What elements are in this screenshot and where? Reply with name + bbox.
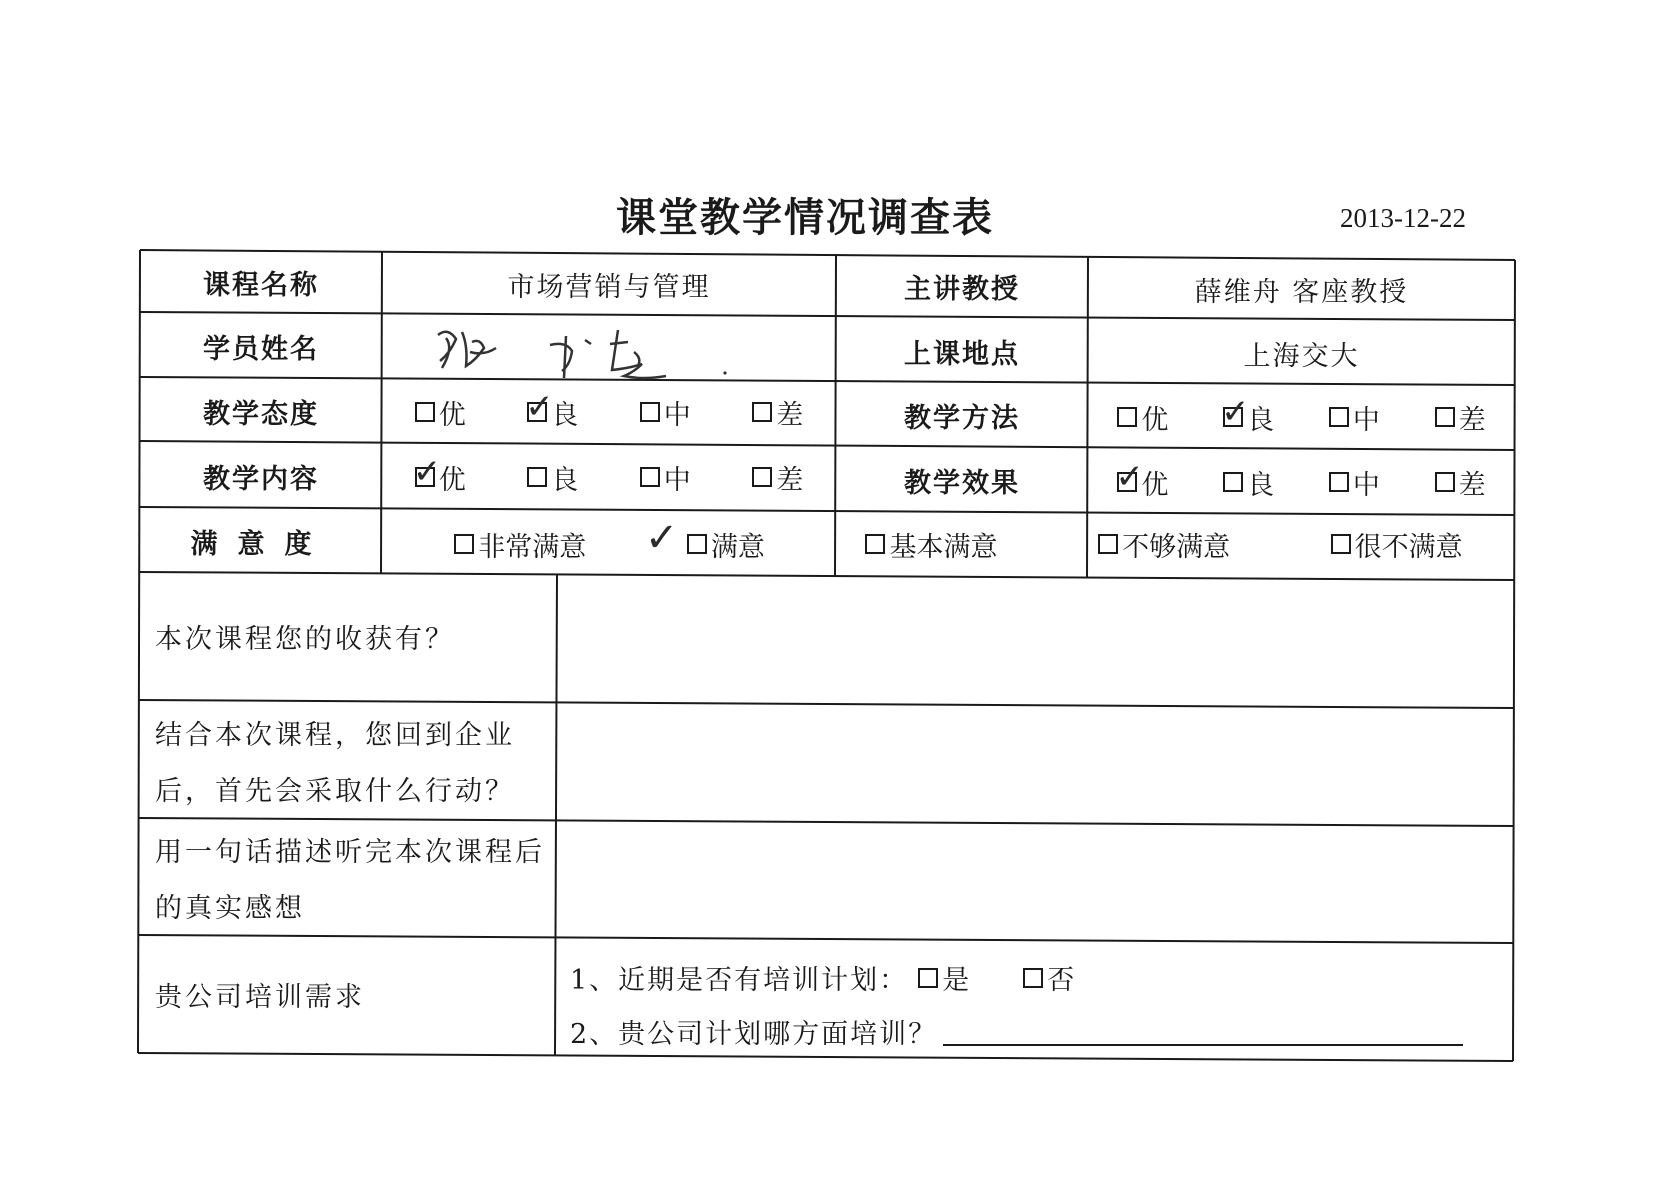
effect-option[interactable] bbox=[1223, 463, 1274, 502]
professor-value: 薛维舟 客座教授 bbox=[1194, 276, 1409, 308]
satisfaction-label: 满意度 bbox=[190, 528, 332, 560]
checkbox-icon[interactable] bbox=[527, 467, 547, 487]
attitude-label: 教学态度 bbox=[203, 398, 319, 430]
attitude-option-label: 优 bbox=[438, 399, 466, 431]
satisfaction-option[interactable] bbox=[1098, 525, 1230, 564]
method-option[interactable] bbox=[1329, 398, 1380, 437]
checkbox-icon[interactable] bbox=[1329, 407, 1349, 427]
training-area-row bbox=[570, 1012, 1463, 1051]
form-title: 课堂教学情况调查表 bbox=[616, 195, 994, 241]
effect-options bbox=[1090, 450, 1513, 514]
checkmark-icon: ✓ bbox=[644, 515, 679, 561]
professor-label: 主讲教授 bbox=[904, 273, 1020, 305]
satisfaction-option-label: 很不满意 bbox=[1354, 531, 1463, 563]
checkbox-icon[interactable] bbox=[1117, 407, 1137, 427]
question-gains: 本次课程您的收获有？ bbox=[155, 624, 455, 655]
location-value: 上海交大 bbox=[1243, 340, 1360, 372]
effect-option[interactable] bbox=[1329, 463, 1380, 502]
method-option-label: 中 bbox=[1352, 404, 1380, 436]
question-feelings: 用一句话描述听完本次课程后的真实感想 bbox=[155, 837, 545, 924]
training-plan-no[interactable] bbox=[1023, 958, 1076, 997]
effect-option-label: 良 bbox=[1247, 469, 1275, 501]
student-name-signature bbox=[384, 316, 834, 378]
effect-label: 教学效果 bbox=[904, 467, 1020, 499]
attitude-option[interactable] bbox=[525, 387, 579, 432]
course-name-value: 市场营销与管理 bbox=[507, 271, 711, 303]
attitude-option-label: 差 bbox=[776, 399, 804, 431]
satisfaction-option[interactable] bbox=[454, 525, 586, 564]
content-options bbox=[384, 445, 834, 509]
checkbox-icon[interactable] bbox=[454, 534, 474, 554]
attitude-option[interactable] bbox=[752, 393, 803, 432]
checkbox-icon[interactable] bbox=[752, 467, 772, 487]
training-plan-yes[interactable] bbox=[918, 958, 971, 997]
checkbox-icon[interactable] bbox=[415, 402, 435, 422]
checkbox-icon[interactable] bbox=[1223, 472, 1243, 492]
attitude-option-label: 中 bbox=[663, 399, 691, 431]
checkbox-icon[interactable] bbox=[865, 534, 885, 554]
attitude-option[interactable] bbox=[415, 393, 466, 432]
content-option[interactable] bbox=[412, 452, 466, 497]
content-option[interactable] bbox=[527, 458, 578, 497]
training-area-input[interactable] bbox=[943, 1018, 1463, 1046]
student-name-label: 学员姓名 bbox=[203, 333, 319, 365]
checkbox-icon[interactable] bbox=[1115, 457, 1144, 497]
effect-option[interactable] bbox=[1435, 463, 1486, 502]
effect-option-label: 差 bbox=[1458, 469, 1486, 501]
attitude-options bbox=[384, 380, 834, 444]
training-plan-row bbox=[570, 958, 1076, 997]
effect-option[interactable] bbox=[1115, 457, 1169, 502]
effect-option-label: 优 bbox=[1141, 469, 1169, 501]
content-option-label: 优 bbox=[438, 464, 466, 496]
checkbox-icon[interactable] bbox=[412, 452, 442, 492]
method-option[interactable] bbox=[1435, 398, 1486, 437]
checkbox-icon[interactable] bbox=[640, 467, 660, 487]
answer-actions[interactable] bbox=[560, 708, 1510, 822]
method-option-label: 良 bbox=[1247, 404, 1275, 436]
method-option[interactable] bbox=[1117, 398, 1168, 437]
method-label: 教学方法 bbox=[904, 402, 1020, 434]
checkmark-icon: ✓ bbox=[1221, 392, 1250, 432]
satisfaction-option-label: 基本满意 bbox=[889, 531, 998, 563]
checkbox-icon[interactable] bbox=[640, 402, 660, 422]
checkbox-icon[interactable] bbox=[1435, 472, 1455, 492]
yes-label: 是 bbox=[942, 965, 972, 996]
attitude-option-label: 良 bbox=[551, 399, 579, 431]
location-label: 上课地点 bbox=[904, 338, 1020, 370]
method-options bbox=[1090, 385, 1513, 449]
satisfaction-option-label: 不够满意 bbox=[1122, 531, 1231, 563]
checkbox-icon[interactable] bbox=[644, 515, 707, 561]
question-actions: 结合本次课程，您回到企业后，首先会采取什么行动？ bbox=[155, 720, 515, 807]
content-option-label: 中 bbox=[663, 464, 691, 496]
method-option[interactable] bbox=[1221, 392, 1275, 437]
no-label: 否 bbox=[1047, 965, 1077, 996]
content-option-label: 良 bbox=[551, 464, 579, 496]
answer-feelings[interactable] bbox=[560, 825, 1510, 939]
satisfaction-option[interactable] bbox=[865, 525, 997, 564]
checkbox-icon[interactable] bbox=[1331, 534, 1351, 554]
training-area-label: 2、贵公司计划哪方面培训？ bbox=[570, 1019, 938, 1050]
training-plan-label: 1、近期是否有培训计划： bbox=[570, 965, 909, 996]
content-option-label: 差 bbox=[776, 464, 804, 496]
checkmark-icon: ✓ bbox=[1115, 457, 1144, 497]
checkmark-icon: ✓ bbox=[525, 387, 554, 427]
answer-gains[interactable] bbox=[560, 580, 1510, 702]
checkbox-icon[interactable] bbox=[1221, 392, 1250, 432]
checkbox-icon[interactable] bbox=[1023, 968, 1043, 988]
satisfaction-option[interactable] bbox=[1331, 525, 1463, 564]
satisfaction-option[interactable] bbox=[644, 515, 765, 564]
checkbox-icon[interactable] bbox=[525, 387, 554, 427]
method-option-label: 优 bbox=[1141, 404, 1169, 436]
satisfaction-options bbox=[384, 512, 1513, 576]
course-name-label: 课程名称 bbox=[203, 269, 319, 301]
satisfaction-option-label: 满意 bbox=[710, 531, 765, 563]
satisfaction-option-label: 非常满意 bbox=[478, 531, 587, 563]
effect-option-label: 中 bbox=[1352, 469, 1380, 501]
content-option[interactable] bbox=[752, 458, 803, 497]
content-label: 教学内容 bbox=[203, 463, 319, 495]
question-training-needs: 贵公司培训需求 bbox=[155, 982, 365, 1013]
form-date: 2013-12-22 bbox=[1340, 203, 1466, 233]
content-option[interactable] bbox=[640, 458, 691, 497]
checkbox-icon[interactable] bbox=[1435, 407, 1455, 427]
checkbox-icon[interactable] bbox=[1329, 472, 1349, 492]
checkbox-icon[interactable] bbox=[752, 402, 772, 422]
checkbox-icon[interactable] bbox=[918, 968, 938, 988]
attitude-option[interactable] bbox=[640, 393, 691, 432]
checkmark-icon: ✓ bbox=[412, 452, 442, 492]
method-option-label: 差 bbox=[1458, 404, 1486, 436]
checkbox-icon[interactable] bbox=[1098, 534, 1118, 554]
